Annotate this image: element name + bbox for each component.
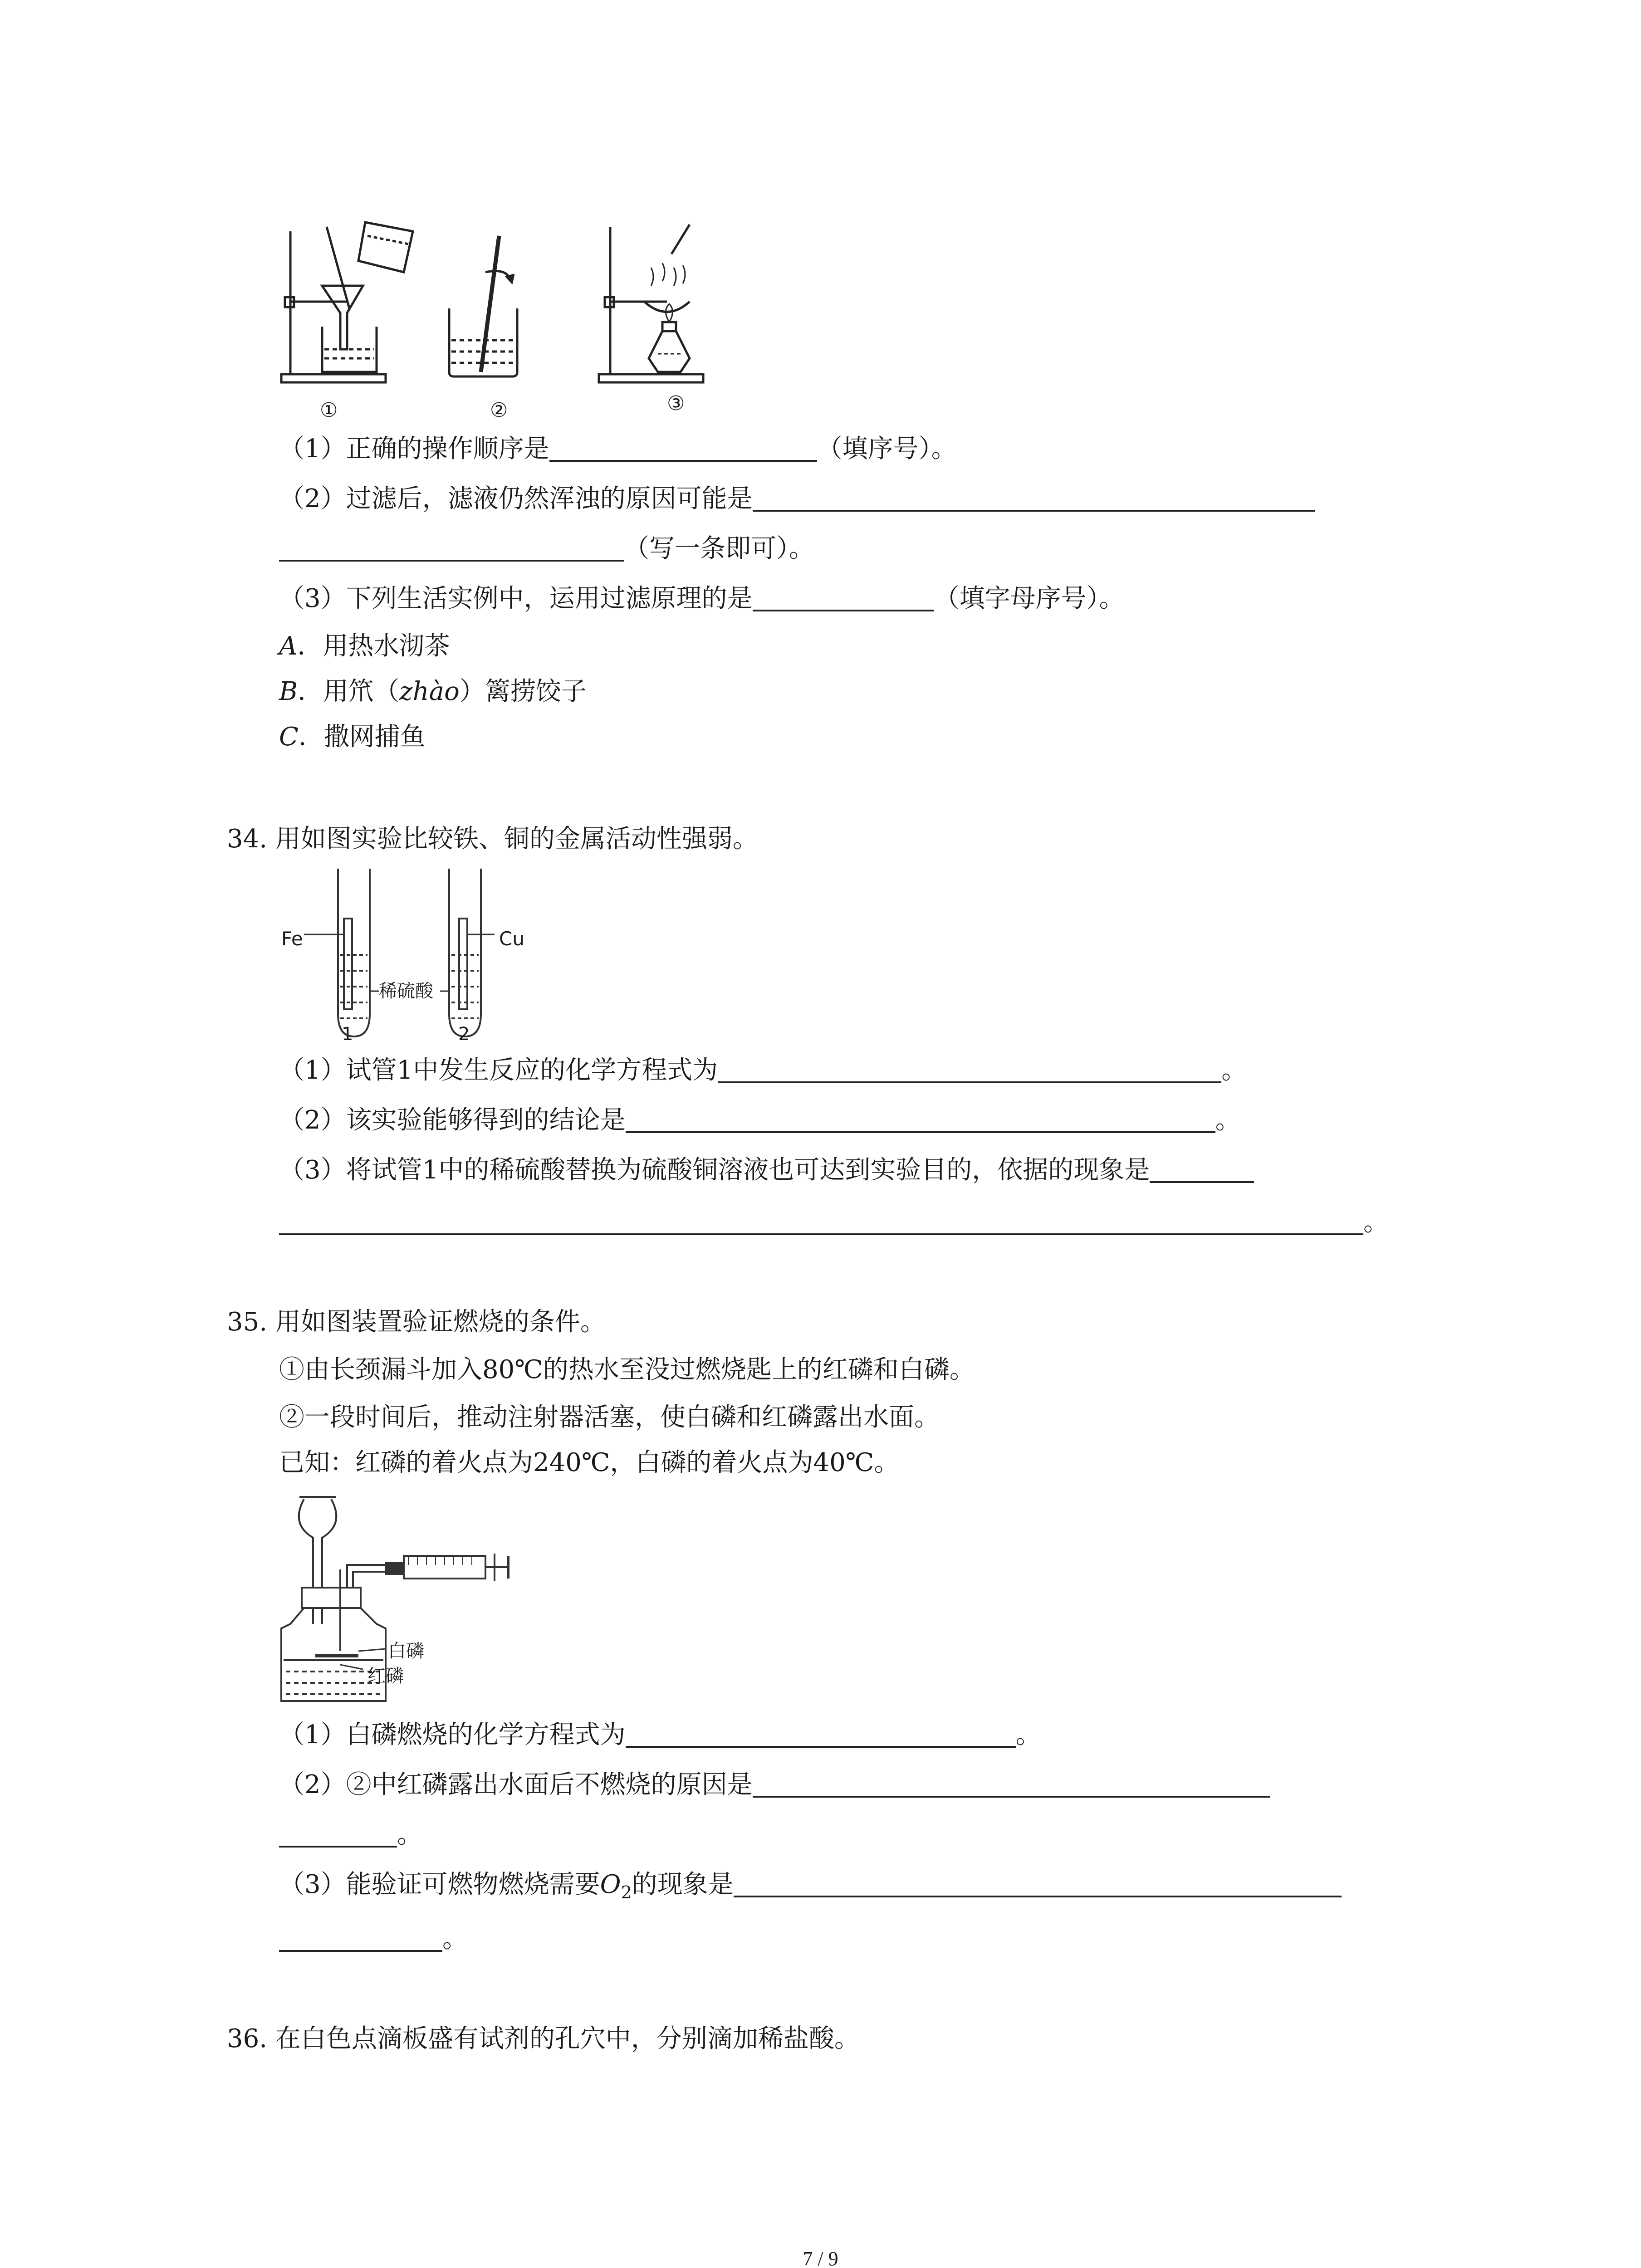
q35-part3: （3）能验证可燃物燃烧需要$O_2$的现象是 (279, 1869, 1342, 1908)
q34-part3-blank-a[interactable] (1150, 1155, 1254, 1183)
evaporation-apparatus-icon (599, 225, 703, 382)
q34-fig-fe: Fe (281, 928, 303, 950)
q35-part2: （2）②中红磷露出水面后不燃烧的原因是 (279, 1769, 1270, 1801)
q35-fig-red-phosphorus: 红磷 (367, 1666, 404, 1686)
q33-option-b: B．用笊（zhào）篱捞饺子 (279, 677, 587, 706)
q34-part2: （2）该实验能够得到的结论是 。 (279, 1105, 1241, 1135)
q34-part2-blank[interactable] (626, 1105, 1215, 1133)
q33-part1-blank[interactable] (549, 434, 817, 462)
q33-fig-label-1: ① (320, 399, 338, 422)
q34-fig-acid: 稀硫酸 (379, 981, 433, 1002)
q34-fig-cu: Cu (499, 928, 524, 950)
q33-fig-label-2: ② (490, 399, 508, 422)
q33-part2-cont: （写一条即可）。 (279, 533, 814, 565)
q33-part3: （3）下列生活实例中，运用过滤原理的是 （填字母序号）。 (279, 584, 1125, 613)
q35-part1: （1）白磷燃烧的化学方程式为 。 (279, 1720, 1041, 1750)
q34-fig-tube2: 2 (458, 1024, 470, 1045)
q35-part1-blank[interactable] (626, 1720, 1016, 1748)
q35-title: 35. 用如图装置验证燃烧的条件。 (227, 1307, 606, 1337)
test-tube-1-icon (304, 869, 370, 1036)
q35-known: 已知：红磷的着火点为240℃，白磷的着火点为40℃。 (279, 1448, 900, 1477)
q35-part3-blank-a[interactable] (734, 1869, 1342, 1897)
stirring-beaker-icon (449, 236, 517, 376)
q33-part1: （1）正确的操作顺序是 （填序号）。 (279, 434, 957, 464)
q34-title: 34. 用如图实验比较铁、铜的金属活动性强弱。 (227, 824, 758, 854)
q35-step2: ②一段时间后，推动注射器活塞，使白磷和红磷露出水面。 (279, 1403, 940, 1432)
q33-part2-blank-b[interactable] (279, 533, 624, 562)
q33-figure (272, 218, 749, 417)
test-tube-2-icon (449, 869, 495, 1036)
q34-part3: （3）将试管1中的稀硫酸替换为硫酸铜溶液也可达到实验目的，依据的现象是 (279, 1154, 1254, 1186)
q36-title: 36. 在白色点滴板盛有试剂的孔穴中，分别滴加稀盐酸。 (227, 2024, 860, 2053)
q34-fig-tube1: 1 (342, 1024, 353, 1045)
q35-part3-cont: 。 (279, 1923, 468, 1955)
q33-option-a: A．用热水沏茶 (279, 631, 450, 661)
q34-part3-cont: 。 (279, 1207, 1389, 1238)
q34-part1-blank[interactable] (718, 1055, 1221, 1083)
filtration-apparatus-icon (281, 222, 413, 382)
page-number: 7 / 9 (803, 2248, 838, 2268)
q35-part2-cont: 。 (279, 1819, 422, 1851)
q35-fig-white-phosphorus: 白磷 (388, 1641, 424, 1662)
q35-part2-blank-a[interactable] (753, 1769, 1270, 1798)
q33-option-c: C．撒网捕鱼 (279, 722, 426, 752)
q33-part2: （2）过滤后，滤液仍然浑浊的原因可能是 (279, 483, 1315, 515)
q35-part3-blank-b[interactable] (279, 1924, 442, 1952)
q34-part1: （1）试管1中发生反应的化学方程式为 。 (279, 1056, 1247, 1085)
q33-part2-blank-a[interactable] (753, 484, 1315, 512)
q34-figure (272, 864, 535, 1050)
q34-part3-blank-b[interactable] (279, 1207, 1363, 1235)
q33-fig-label-3: ③ (667, 392, 685, 415)
q33-part3-blank[interactable] (753, 583, 934, 611)
q35-part2-blank-b[interactable] (279, 1819, 397, 1848)
q35-step1: ①由长颈漏斗加入80℃的热水至没过燃烧匙上的红磷和白磷。 (279, 1355, 975, 1384)
